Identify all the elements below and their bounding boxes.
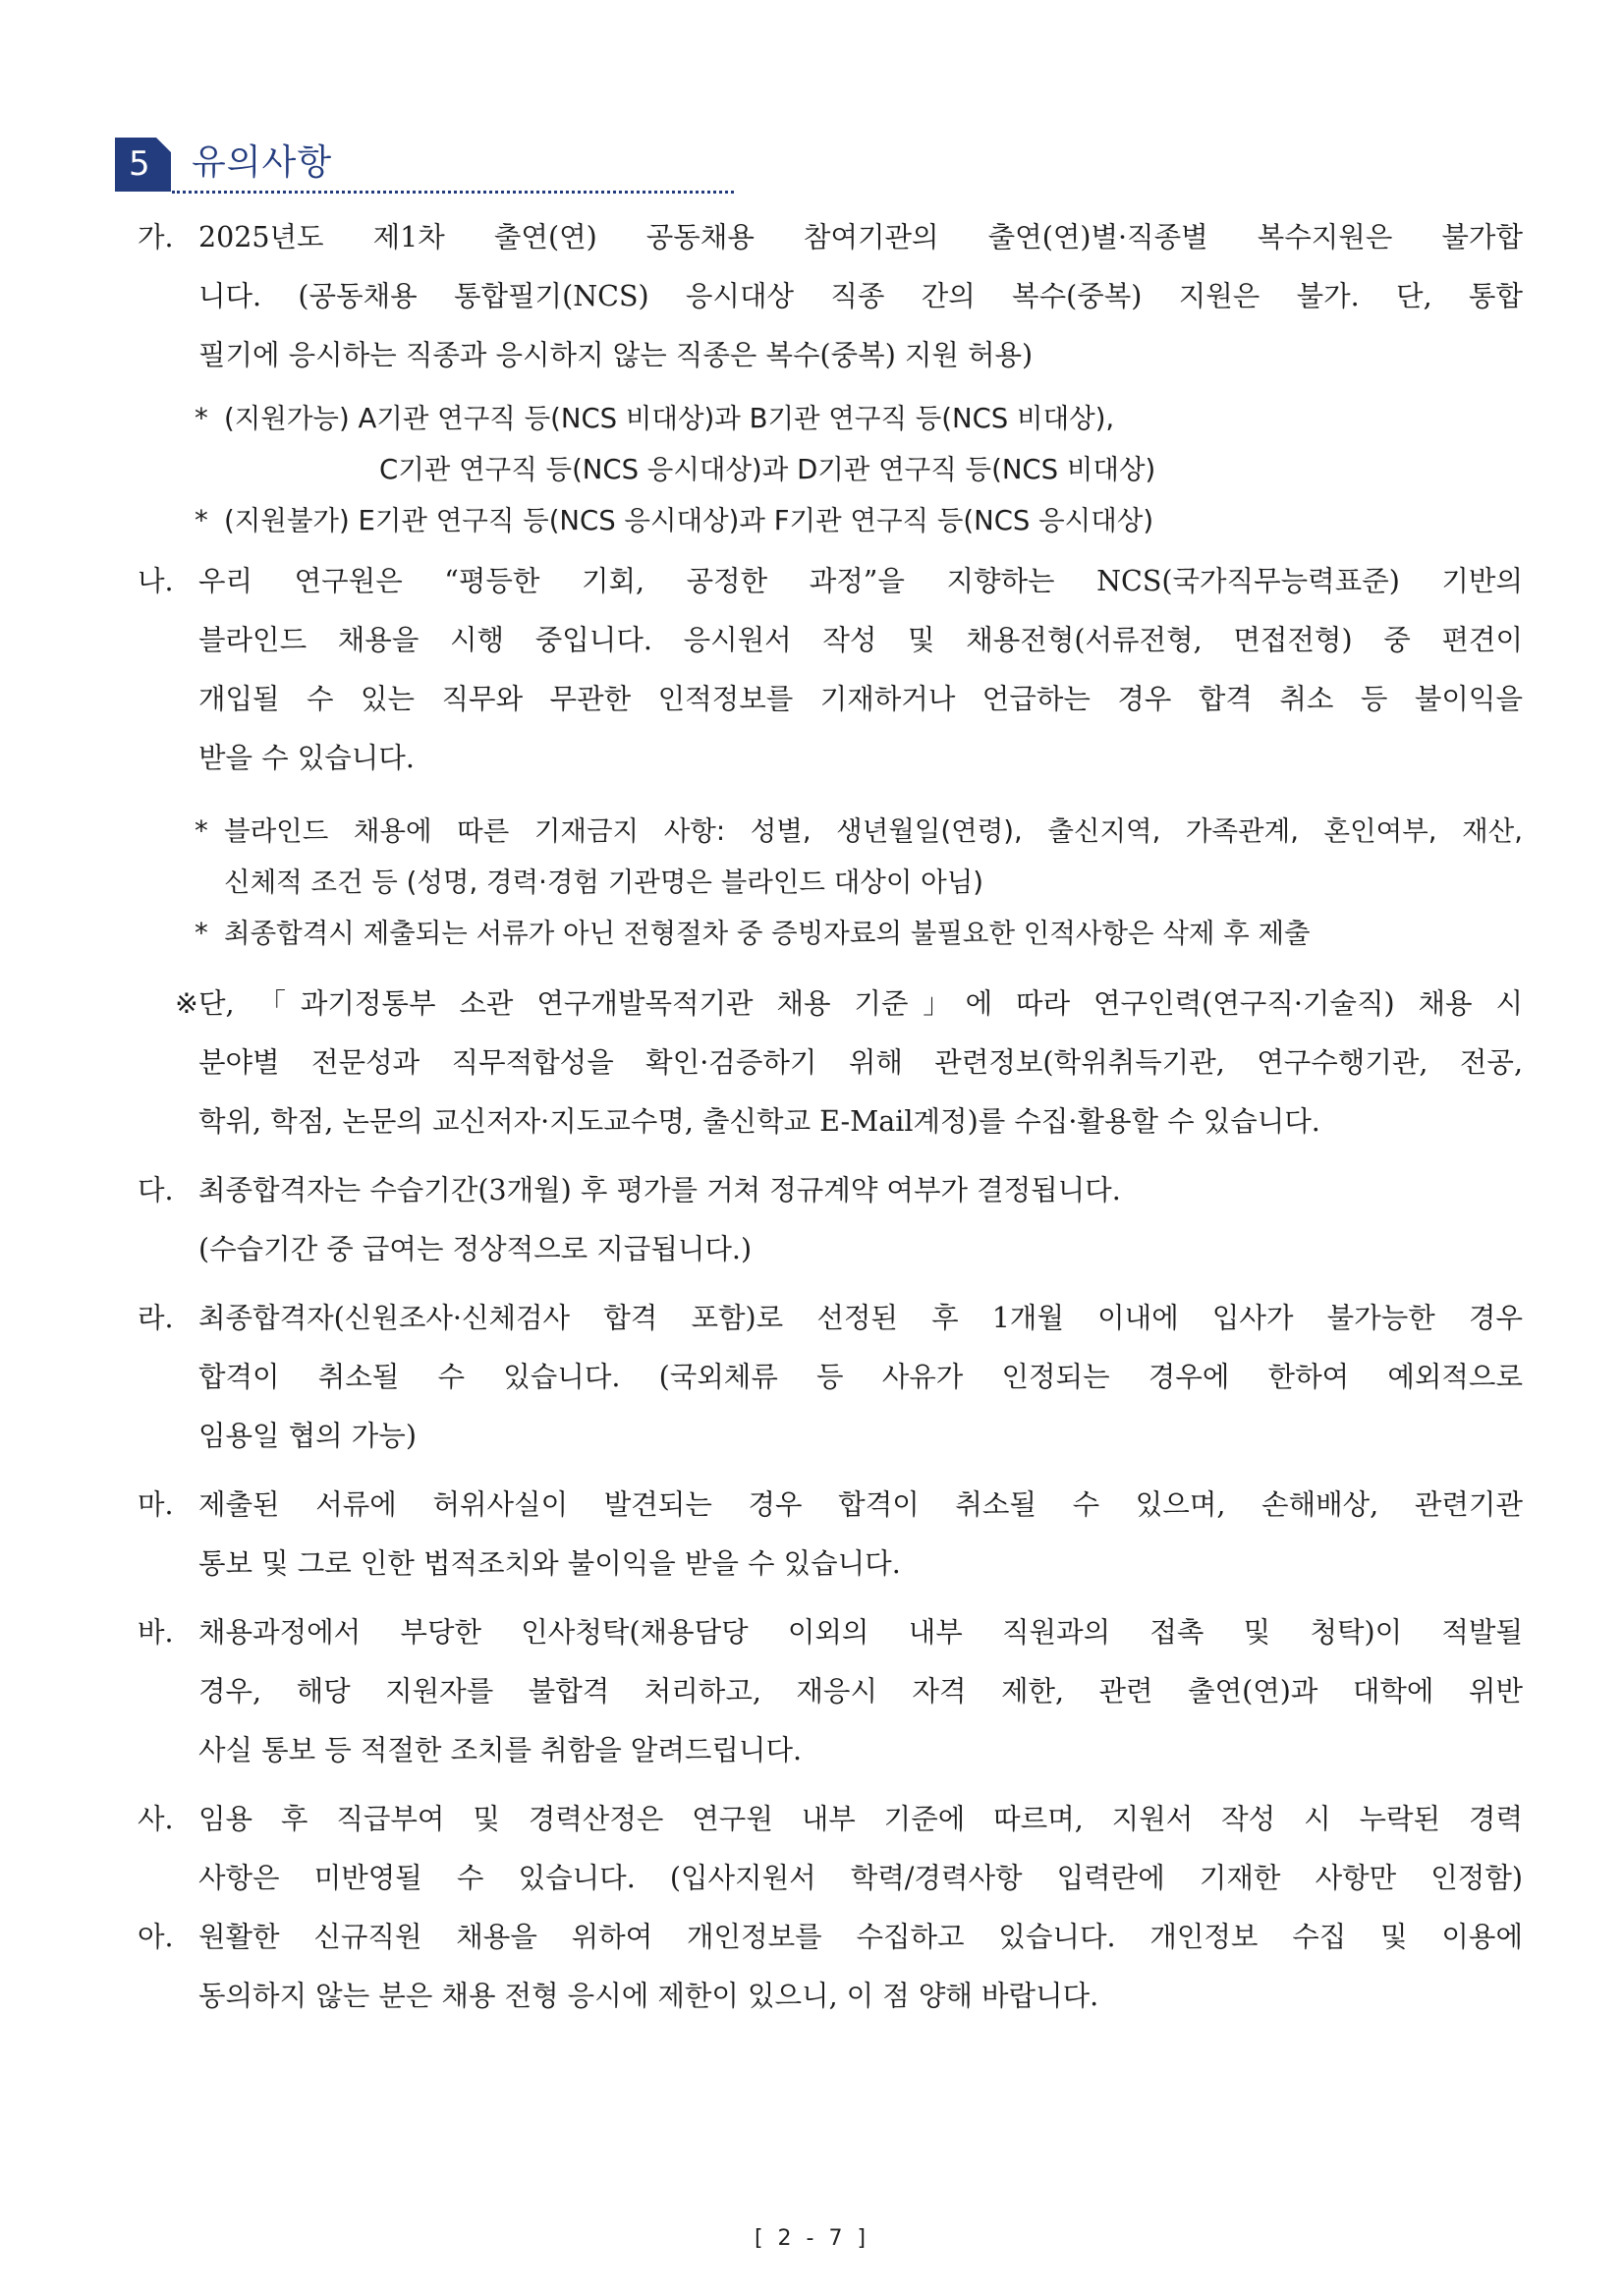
item-marker: 마.: [138, 1488, 174, 1521]
item-line: 통보 및 그로 인한 법적조치와 불이익을 받을 수 있습니다.: [198, 1547, 901, 1580]
item-line: 필기에 응시하는 직종과 응시하지 않는 직종은 복수(중복) 지원 허용): [198, 339, 1034, 371]
bullet-line: 신체적 조건 등 (성명, 경력·경험 기관명은 블라인드 대상이 아님): [224, 867, 983, 898]
bullet-line: 블라인드 채용에 따른 기재금지 사항: 성별, 생년월일(연령), 출신지역, 가족관계, 혼인여부, 재산,: [224, 815, 1523, 847]
item-line: 니다. (공동채용 통합필기(NCS) 응시대상 직종 간의 복수(중복) 지원은 불가. 단, 통합: [198, 280, 1523, 312]
item-line: 제출된 서류에 허위사실이 발견되는 경우 합격이 취소될 수 있으며, 손해배상, 관련기관: [198, 1488, 1523, 1521]
item-line: 2025년도 제1차 출연(연) 공동채용 참여기관의 출연(연)별·직종별 복수지원은 불가합: [198, 221, 1523, 253]
item-line: 합격이 취소될 수 있습니다. (국외체류 등 사유가 인정되는 경우에 한하여 예외적으로: [198, 1361, 1523, 1393]
section-header: [115, 138, 626, 195]
note-line: 학위, 학점, 논문의 교신저자·지도교수명, 출신학교 E-Mail계정)를 수집·활용할 수 있습니다.: [198, 1105, 1320, 1138]
item-line: 개입될 수 있는 직무와 무관한 인적정보를 기재하거나 언급하는 경우 합격 취소 등 불이익을: [198, 683, 1523, 715]
asterisk-bullet-icon: *: [195, 815, 208, 847]
item-line: 우리 연구원은 “평등한 기회, 공정한 과정”을 지향하는 NCS(국가직무능력표준) 기반의: [198, 565, 1523, 597]
item-line: 원활한 신규직원 채용을 위하여 개인정보를 수집하고 있습니다. 개인정보 수집 및 이용에: [198, 1921, 1523, 1953]
item-line: 최종합격자는 수습기간(3개월) 후 평가를 거쳐 정규계약 여부가 결정됩니다.: [198, 1174, 1121, 1206]
section-number-badge: [115, 138, 171, 192]
item-marker: 라.: [138, 1302, 174, 1334]
item-line: 받을 수 있습니다.: [198, 742, 415, 774]
item-line: 임용일 협의 가능): [198, 1420, 417, 1452]
reference-mark-icon: ※: [175, 987, 198, 1020]
item-line: 임용 후 직급부여 및 경력산정은 연구원 내부 기준에 따르며, 지원서 작성 시 누락된 경력: [198, 1803, 1523, 1835]
note-line: 분야별 전문성과 직무적합성을 확인·검증하기 위해 관련정보(학위취득기관, 연구수행기관, 전공,: [198, 1046, 1523, 1079]
item-line: 경우, 해당 지원자를 불합격 처리하고, 재응시 자격 제한, 관련 출연(연)과 대학에 위반: [198, 1675, 1523, 1708]
folded-corner-icon: [156, 138, 171, 152]
bullet-line: 최종합격시 제출되는 서류가 아닌 전형절차 중 증빙자료의 불필요한 인적사항은 삭제 후 제출: [224, 918, 1311, 949]
asterisk-bullet-icon: *: [195, 505, 208, 536]
item-marker: 아.: [138, 1921, 174, 1953]
item-marker: 나.: [138, 565, 174, 597]
item-marker: 가.: [138, 221, 174, 253]
asterisk-bullet-icon: *: [195, 918, 208, 949]
section-title: 유의사항: [192, 142, 333, 183]
item-marker: 사.: [138, 1803, 174, 1835]
item-marker: 바.: [138, 1616, 174, 1649]
page-number: [ 2 - 7 ]: [754, 2226, 870, 2251]
note-line: 단, 「과기정통부 소관 연구개발목적기관 채용 기준」에 따라 연구인력(연구직·기술직) 채용 시: [198, 987, 1523, 1020]
bullet-line: (지원불가) E기관 연구직 등(NCS 응시대상)과 F기관 연구직 등(NCS 응시대상): [224, 505, 1154, 536]
item-marker: 다.: [138, 1174, 174, 1206]
item-line: 채용과정에서 부당한 인사청탁(채용담당 이외의 내부 직원과의 접촉 및 청탁)이 적발될: [198, 1616, 1523, 1649]
item-line: 블라인드 채용을 시행 중입니다. 응시원서 작성 및 채용전형(서류전형, 면접전형) 중 편견이: [198, 624, 1523, 656]
item-line: 최종합격자(신원조사·신체검사 합격 포함)로 선정된 후 1개월 이내에 입사가 불가능한 경우: [198, 1302, 1523, 1334]
section-dotted-rule: [172, 191, 734, 194]
section-number: 5: [129, 144, 150, 184]
asterisk-bullet-icon: *: [195, 403, 208, 434]
bullet-line: C기관 연구직 등(NCS 응시대상)과 D기관 연구직 등(NCS 비대상): [379, 454, 1156, 485]
item-line: (수습기간 중 급여는 정상적으로 지급됩니다.): [198, 1233, 753, 1265]
item-line: 사실 통보 등 적절한 조치를 취함을 알려드립니다.: [198, 1734, 803, 1766]
bullet-line: (지원가능) A기관 연구직 등(NCS 비대상)과 B기관 연구직 등(NCS 비대상),: [224, 403, 1115, 434]
item-line: 사항은 미반영될 수 있습니다. (입사지원서 학력/경력사항 입력란에 기재한 사항만 인정함): [198, 1862, 1523, 1894]
item-line: 동의하지 않는 분은 채용 전형 응시에 제한이 있으니, 이 점 양해 바랍니다.: [198, 1980, 1099, 2012]
